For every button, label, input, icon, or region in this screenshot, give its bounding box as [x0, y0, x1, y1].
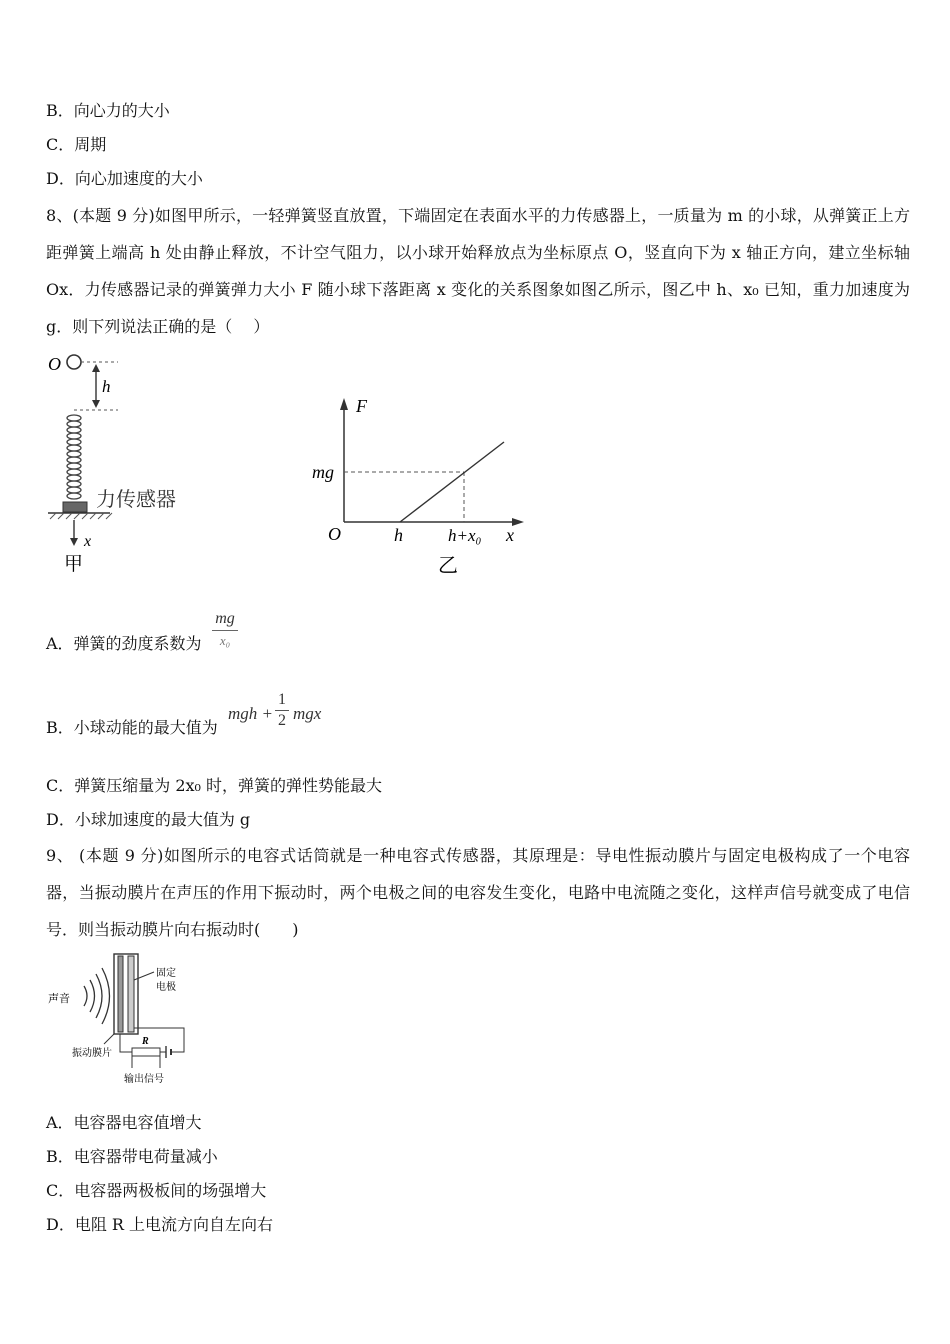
- fig-yi-label-hx0: h+x₀: [448, 526, 482, 545]
- q8-option-b-expr-2: mgx: [293, 704, 322, 723]
- frac-den: 2: [278, 712, 286, 729]
- fig-label-sound: 声音: [48, 992, 70, 1005]
- q9-stem: 9、 (本题 9 分)如图所示的电容式话筒就是一种电容式传感器，其原理是：导电性振动膜片与固定电极构成了一个电容器，当振动膜片在声压的作用下振动时，两个电极之间的电容发生变化，电路中电流随之变化，这样声信号就变成了电信号．则当振动膜片向右振动时( ): [46, 846, 910, 939]
- q8-option-a-fraction: [212, 609, 238, 650]
- fig-yi-label-x: x: [506, 525, 514, 545]
- fig-yi-caption: 乙: [438, 553, 458, 577]
- sound-waves-icon: [84, 968, 110, 1024]
- fig-label-fixed-1: 固定: [156, 968, 176, 979]
- fig-yi-label-o: O: [328, 524, 341, 544]
- q8-option-a: A．弹簧的劲度系数为: [46, 634, 202, 653]
- frac-num: 1: [278, 691, 286, 708]
- q9-figure-microphone: [44, 950, 194, 1088]
- fig-jia-label-x: x: [84, 533, 92, 550]
- sensor-block: [63, 502, 87, 512]
- fixed-electrode: [128, 956, 134, 1032]
- frac-den: x₀: [219, 633, 231, 648]
- fig-label-fixed-2: 电极: [156, 982, 176, 993]
- frac-bar: [212, 630, 238, 631]
- q9-option-c: C．电容器两极板间的场强增大: [46, 1181, 267, 1200]
- fig-jia-label-o: O: [48, 354, 61, 374]
- membrane: [118, 956, 123, 1032]
- fig-label-output: 输出信号: [124, 1074, 164, 1085]
- q8-option-b: B．小球动能的最大值为: [46, 718, 218, 737]
- q9-option-b: B．电容器带电荷量减小: [46, 1147, 218, 1166]
- fig-jia-label-sensor: 力传感器: [96, 487, 176, 511]
- fig-yi-label-f: F: [356, 396, 367, 416]
- q8-option-b-fraction: [275, 691, 289, 730]
- frac-bar: [275, 710, 289, 711]
- q8-option-b-expr-1: mgh +: [228, 704, 273, 723]
- fig-label-r: R: [142, 1036, 149, 1047]
- q8-option-c: C．弹簧压缩量为 2x₀ 时，弹簧的弹性势能最大: [46, 776, 383, 795]
- q8-stem: 8、(本题 9 分)如图甲所示，一轻弹簧竖直放置，下端固定在表面水平的力传感器上，一质量为 m 的小球，从弹簧正上方距弹簧上端高 h 处由静止释放，不计空气阻力，以小球开始释放点为坐标原点 O，竖直向下为 x 轴正方向，建立坐标轴 Ox．力传感器记录的弹簧弹力大小 F 随小球下落距离 x 变化的关系图象如图乙所示，图乙中 h、x₀ 已知，重力加速度为 g．则下列说法正确的是（ ）: [46, 206, 910, 336]
- force-line: [400, 442, 504, 522]
- q9-option-a: A．电容器电容值增大: [46, 1113, 202, 1132]
- fig-label-membrane: 振动膜片: [72, 1048, 112, 1059]
- ball-icon: [67, 355, 81, 369]
- fig-jia-caption: 甲: [64, 553, 84, 575]
- q8-option-d: D．小球加速度的最大值为 g: [46, 810, 251, 829]
- fig-yi-label-h: h: [394, 525, 403, 545]
- frac-num: mg: [215, 610, 235, 627]
- spring-icon: [67, 415, 81, 499]
- q7-option-d: D．向心加速度的大小: [46, 169, 203, 188]
- q8-figure-yi: [308, 390, 538, 580]
- q7-option-c: C．周期: [46, 135, 107, 154]
- fig-jia-label-h: h: [102, 377, 111, 396]
- q8-figure-jia: [40, 348, 200, 580]
- fig-yi-label-mg: mg: [312, 462, 334, 482]
- q7-option-b: B．向心力的大小: [46, 101, 170, 120]
- resistor-icon: [132, 1048, 160, 1056]
- q9-option-d: D．电阻 R 上电流方向自左向右: [46, 1215, 274, 1234]
